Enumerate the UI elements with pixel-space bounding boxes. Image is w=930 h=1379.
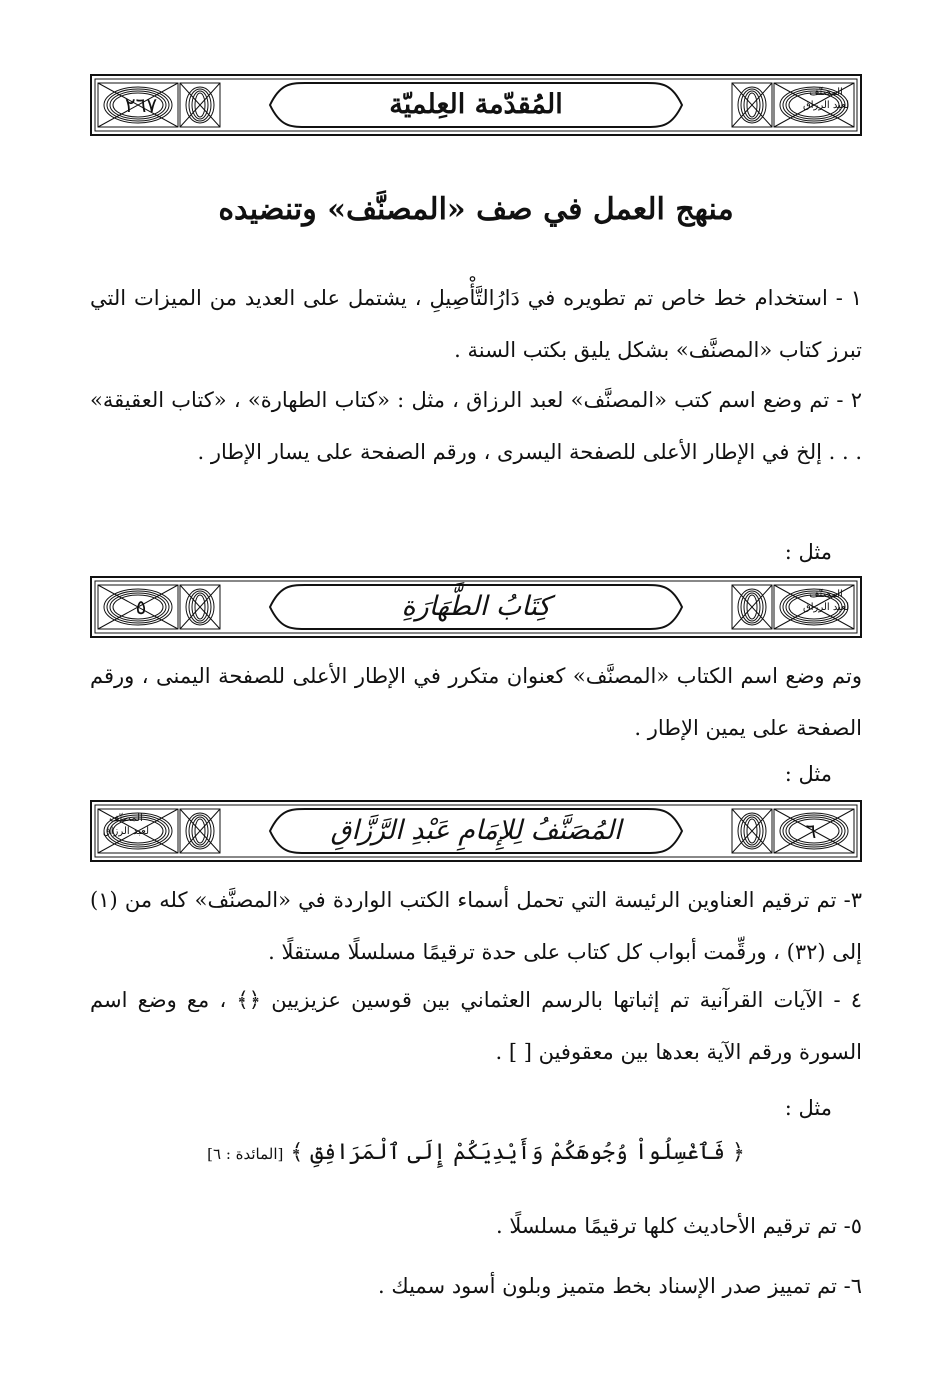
paragraph-1: ١ - استخدام خط خاص تم تطويره في دَارُالتَّأْصِيلِ ، يشتمل على العديد من الميزات التي تبرز كتاب «المصنَّف» بشكل يليق بكتب السنة . xyxy=(90,286,862,362)
quran-verse xyxy=(90,1140,862,1165)
seal-logo: المصنّف لعبد الرزاق xyxy=(102,813,150,837)
paragraph-7: ٦- تم تمييز صدر الإسناد بخط متميز وبلون أسود سميك . xyxy=(378,1274,862,1298)
example-label: مثل : xyxy=(784,1096,832,1120)
section-heading: منهج العمل في صف «المصنَّف» وتنضيده xyxy=(218,192,734,227)
paragraph-2: ٢ - تم وضع اسم كتب «المصنَّف» لعبد الرزاق ، مثل : «كتاب الطهارة» ، «كتاب العقيقة» . . . إلخ في الإطار الأعلى للصفحة اليسرى ، ورقم الصفحة على يسار الإطار . xyxy=(90,388,862,464)
paragraph-5: ٤ - الآيات القرآنية تم إثباتها بالرسم العثماني بين قوسين عزيزيين ﴿﴾ ، مع وضع اسم السورة ورقم الآية بعدها بين معقوفين [ ] . xyxy=(90,988,862,1064)
example-page-number: ٥ xyxy=(135,595,147,619)
example-frame-left xyxy=(90,576,862,638)
example-label: مثل : xyxy=(784,540,832,564)
example-frame-right xyxy=(90,800,862,862)
running-header xyxy=(90,74,862,136)
ayah-reference: [المائدة : ٦] xyxy=(207,1145,284,1163)
example-frame-title: كِتَابُ الطَّهَارَةِ xyxy=(401,591,551,622)
paragraph-3: وتم وضع اسم الكتاب «المصنَّف» كعنوان متكرر في الإطار الأعلى للصفحة اليمنى ، ورقم الصفحة على يمين الإطار . xyxy=(90,664,862,740)
paragraph-6: ٥- تم ترقيم الأحاديث كلها ترقيمًا مسلسلًا . xyxy=(496,1214,862,1238)
paragraph-4: ٣- تم ترقيم العناوين الرئيسة التي تحمل أسماء الكتب الواردة في «المصنَّف» كله من (١) إلى (٣٢) ، ورقِّمت أبواب كل كتاب على حدة ترقيمًا مسلسلًا مستقلًا . xyxy=(90,888,862,964)
ayah-text: ﴿ فَٱغْسِلُواْ وُجُوهَكُمْ وَأَيْدِيَكُمْ إِلَى ٱلْمَرَافِقِ ﴾ xyxy=(290,1140,745,1165)
seal-logo: المصنّف لعبد الرزاق xyxy=(802,87,850,111)
seal-logo: المصنّف لعبد الرزاق xyxy=(802,589,850,613)
header-title: المُقدّمة العِلميّة xyxy=(389,89,563,120)
example-frame-title: المُصَنَّفُ لِلإِمَامِ عَبْدِ الرَّزَّاقِ xyxy=(330,815,622,846)
example-page-number: ٦ xyxy=(805,819,817,843)
example-label: مثل : xyxy=(784,762,832,786)
page-number: ٢٦٧ xyxy=(124,93,158,117)
